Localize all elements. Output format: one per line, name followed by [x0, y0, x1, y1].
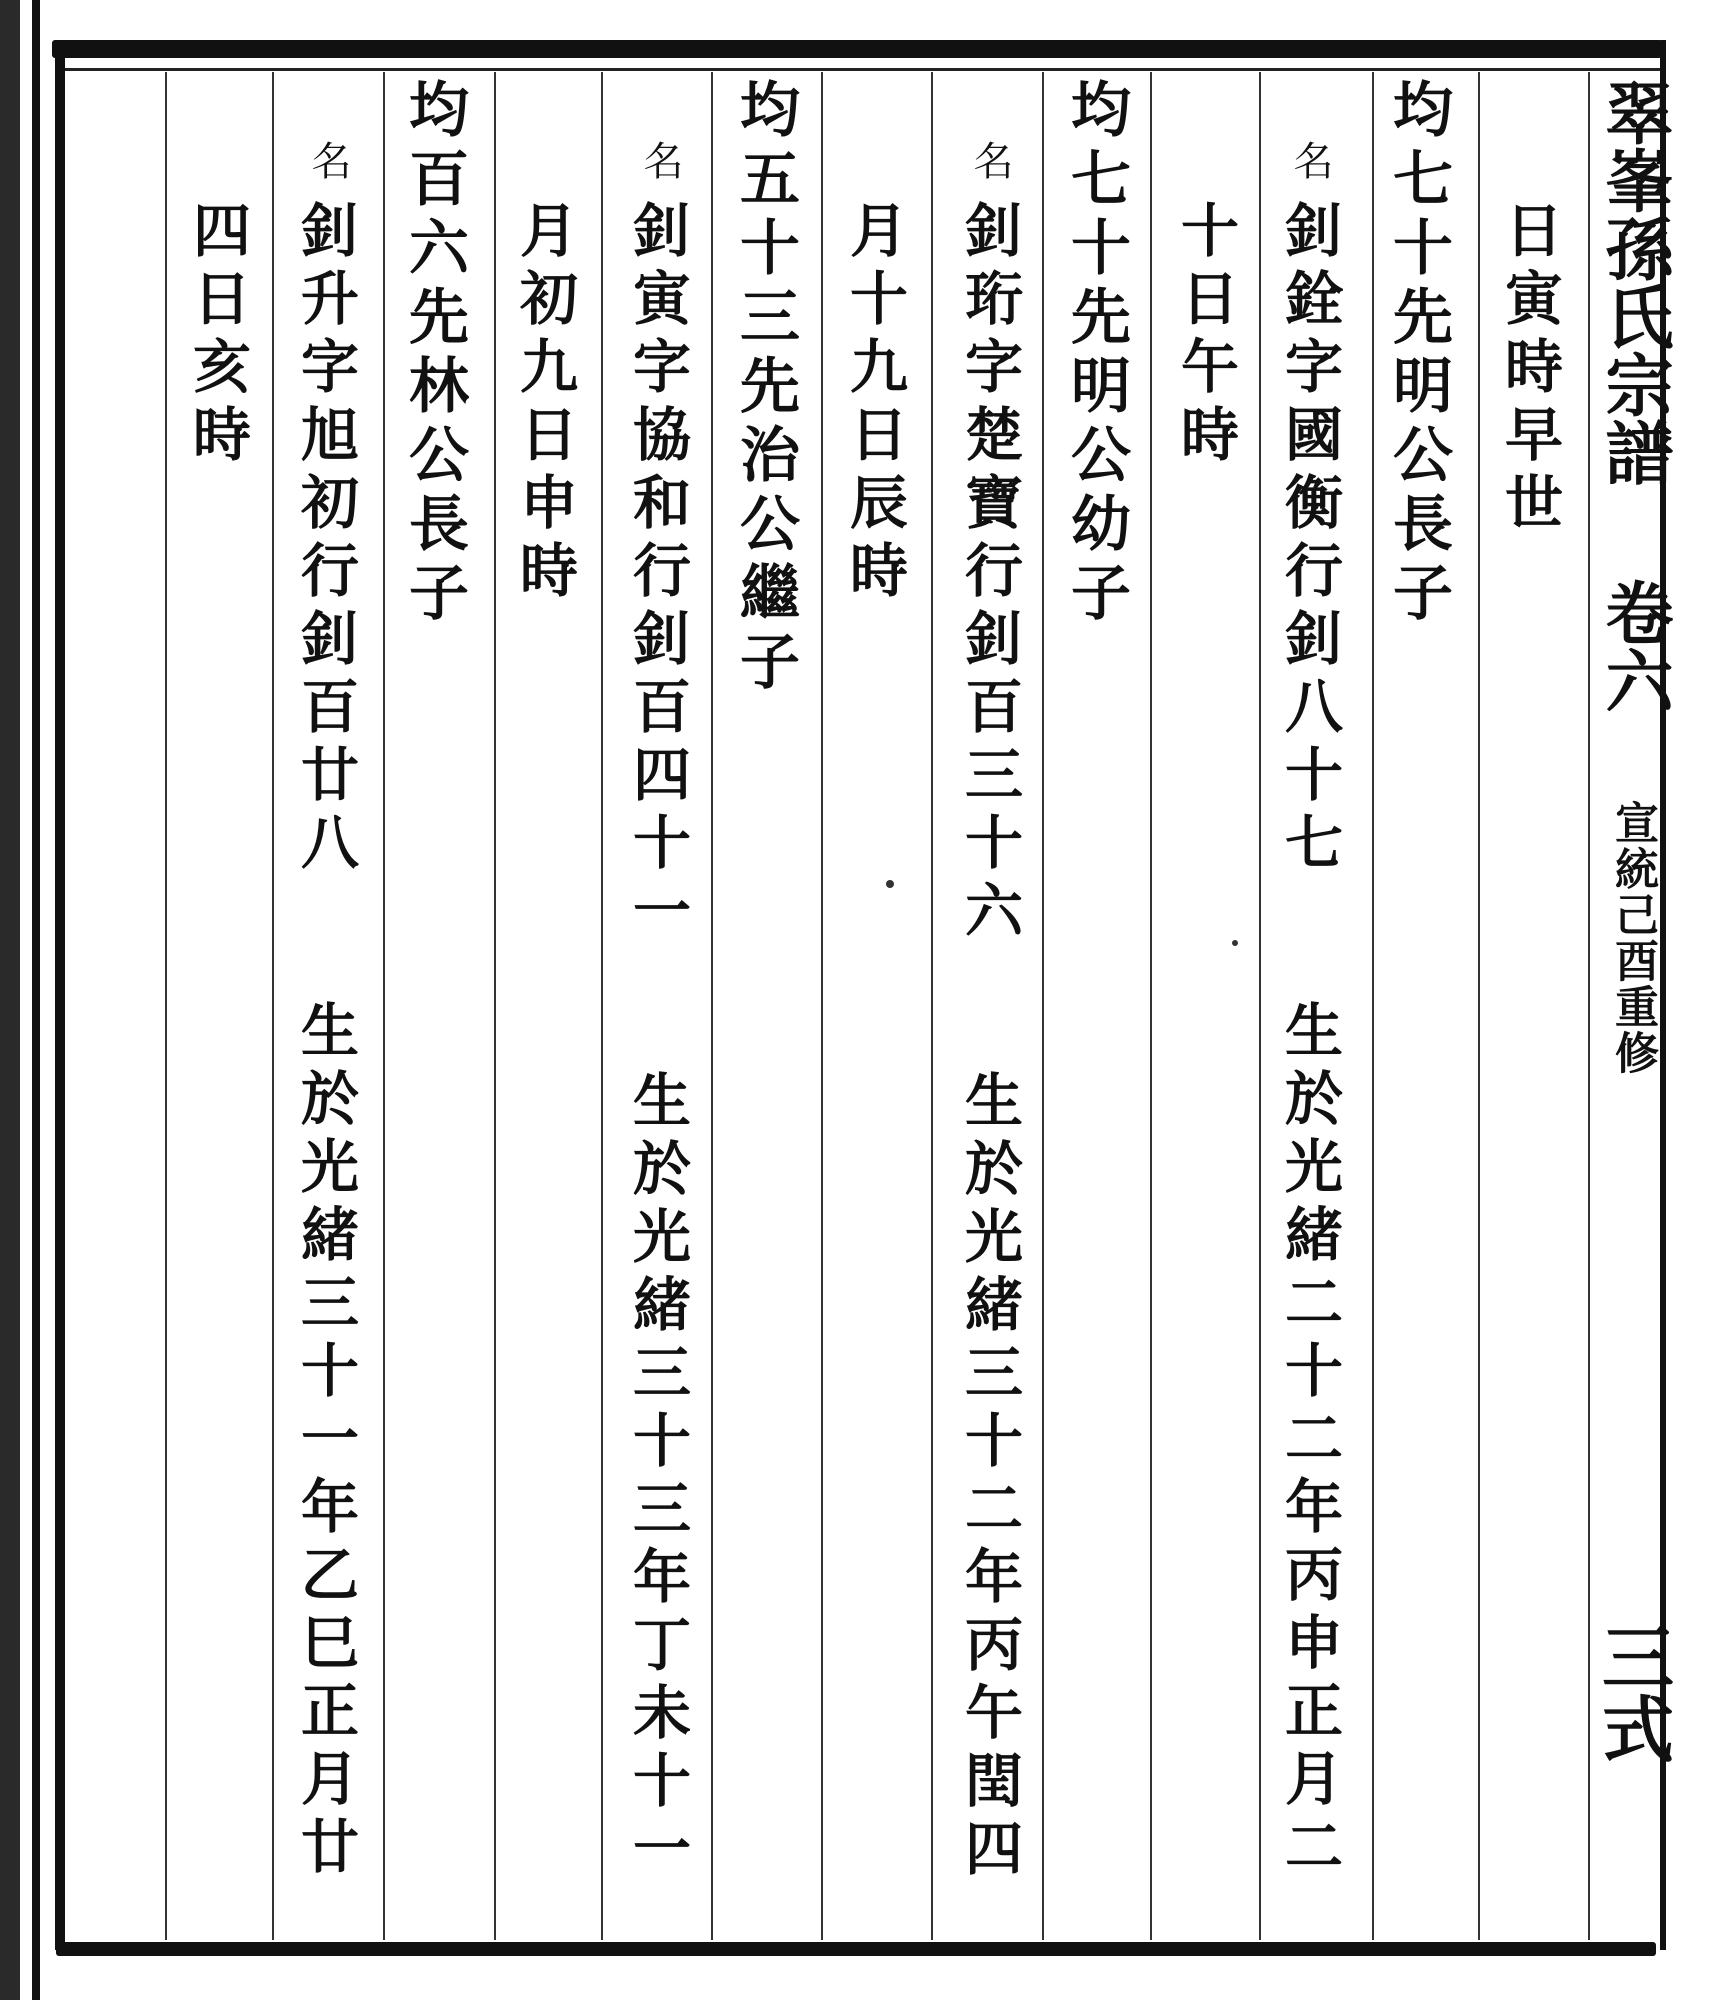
frame-top-border [52, 40, 1662, 58]
entry-heading: 均五十三先治公繼子 [730, 78, 800, 699]
volume-label: 卷六 [1594, 578, 1674, 714]
column-rule [1372, 72, 1374, 1940]
column-rule [1478, 72, 1480, 1940]
entry-text: 月初九日申時 [510, 200, 578, 608]
column-rule [272, 72, 274, 1940]
name-label: 名 [305, 140, 351, 180]
name-label: 名 [967, 140, 1013, 180]
book-edge-line [32, 0, 40, 2000]
column-rule [494, 72, 496, 1940]
entry-text: 十日午時 [1171, 200, 1239, 472]
entry-name: 釗升字旭初行釗百廿八 [291, 200, 359, 880]
entry-heading: 均百六先林公長子 [399, 78, 469, 630]
column-rule [711, 72, 713, 1940]
column-rule [601, 72, 603, 1940]
ink-speck [1232, 940, 1238, 946]
entry-birth: 生於光緒二十二年丙申正月二 [1275, 1000, 1343, 1884]
frame-left-border [55, 55, 65, 1950]
entry-birth: 生於光緒三十二年丙午閏四 [955, 1070, 1023, 1886]
entry-heading: 均七十先明公長子 [1383, 78, 1453, 630]
edition-note: 宣統己酉重修 [1607, 800, 1658, 1076]
entry-name: 釗珩字楚寶行釗百三十六 [955, 200, 1023, 948]
frame-top-inner-line [60, 68, 1660, 71]
column-rule [165, 72, 167, 1940]
column-rule [931, 72, 933, 1940]
entry-name: 釗銓字國衡行釗八十七 [1275, 200, 1343, 880]
column-rule [1259, 72, 1261, 1940]
page-number: 三式 [1590, 1620, 1675, 1764]
column-rule [383, 72, 385, 1940]
ink-speck [886, 880, 894, 888]
column-rule [1150, 72, 1152, 1940]
column-rule [821, 72, 823, 1940]
frame-bottom-border [56, 1942, 1656, 1956]
entry-text: 月十九日辰時 [840, 200, 908, 608]
book-title: 翠峯孫氏宗譜 [1594, 78, 1674, 486]
column-rule [1042, 72, 1044, 1940]
entry-heading: 均七十先明公幼子 [1061, 78, 1131, 630]
name-label: 名 [637, 140, 683, 180]
entry-text: 日寅時早世 [1495, 200, 1563, 540]
entry-text: 四日亥時 [183, 200, 251, 472]
entry-birth: 生於光緒三十三年丁未十一 [623, 1070, 691, 1886]
book-spine-edge [0, 0, 20, 2000]
entry-name: 釗寅字協和行釗百四十一 [623, 200, 691, 948]
name-label: 名 [1287, 140, 1333, 180]
entry-birth: 生於光緒三十一年乙巳正月廿 [291, 1000, 359, 1884]
